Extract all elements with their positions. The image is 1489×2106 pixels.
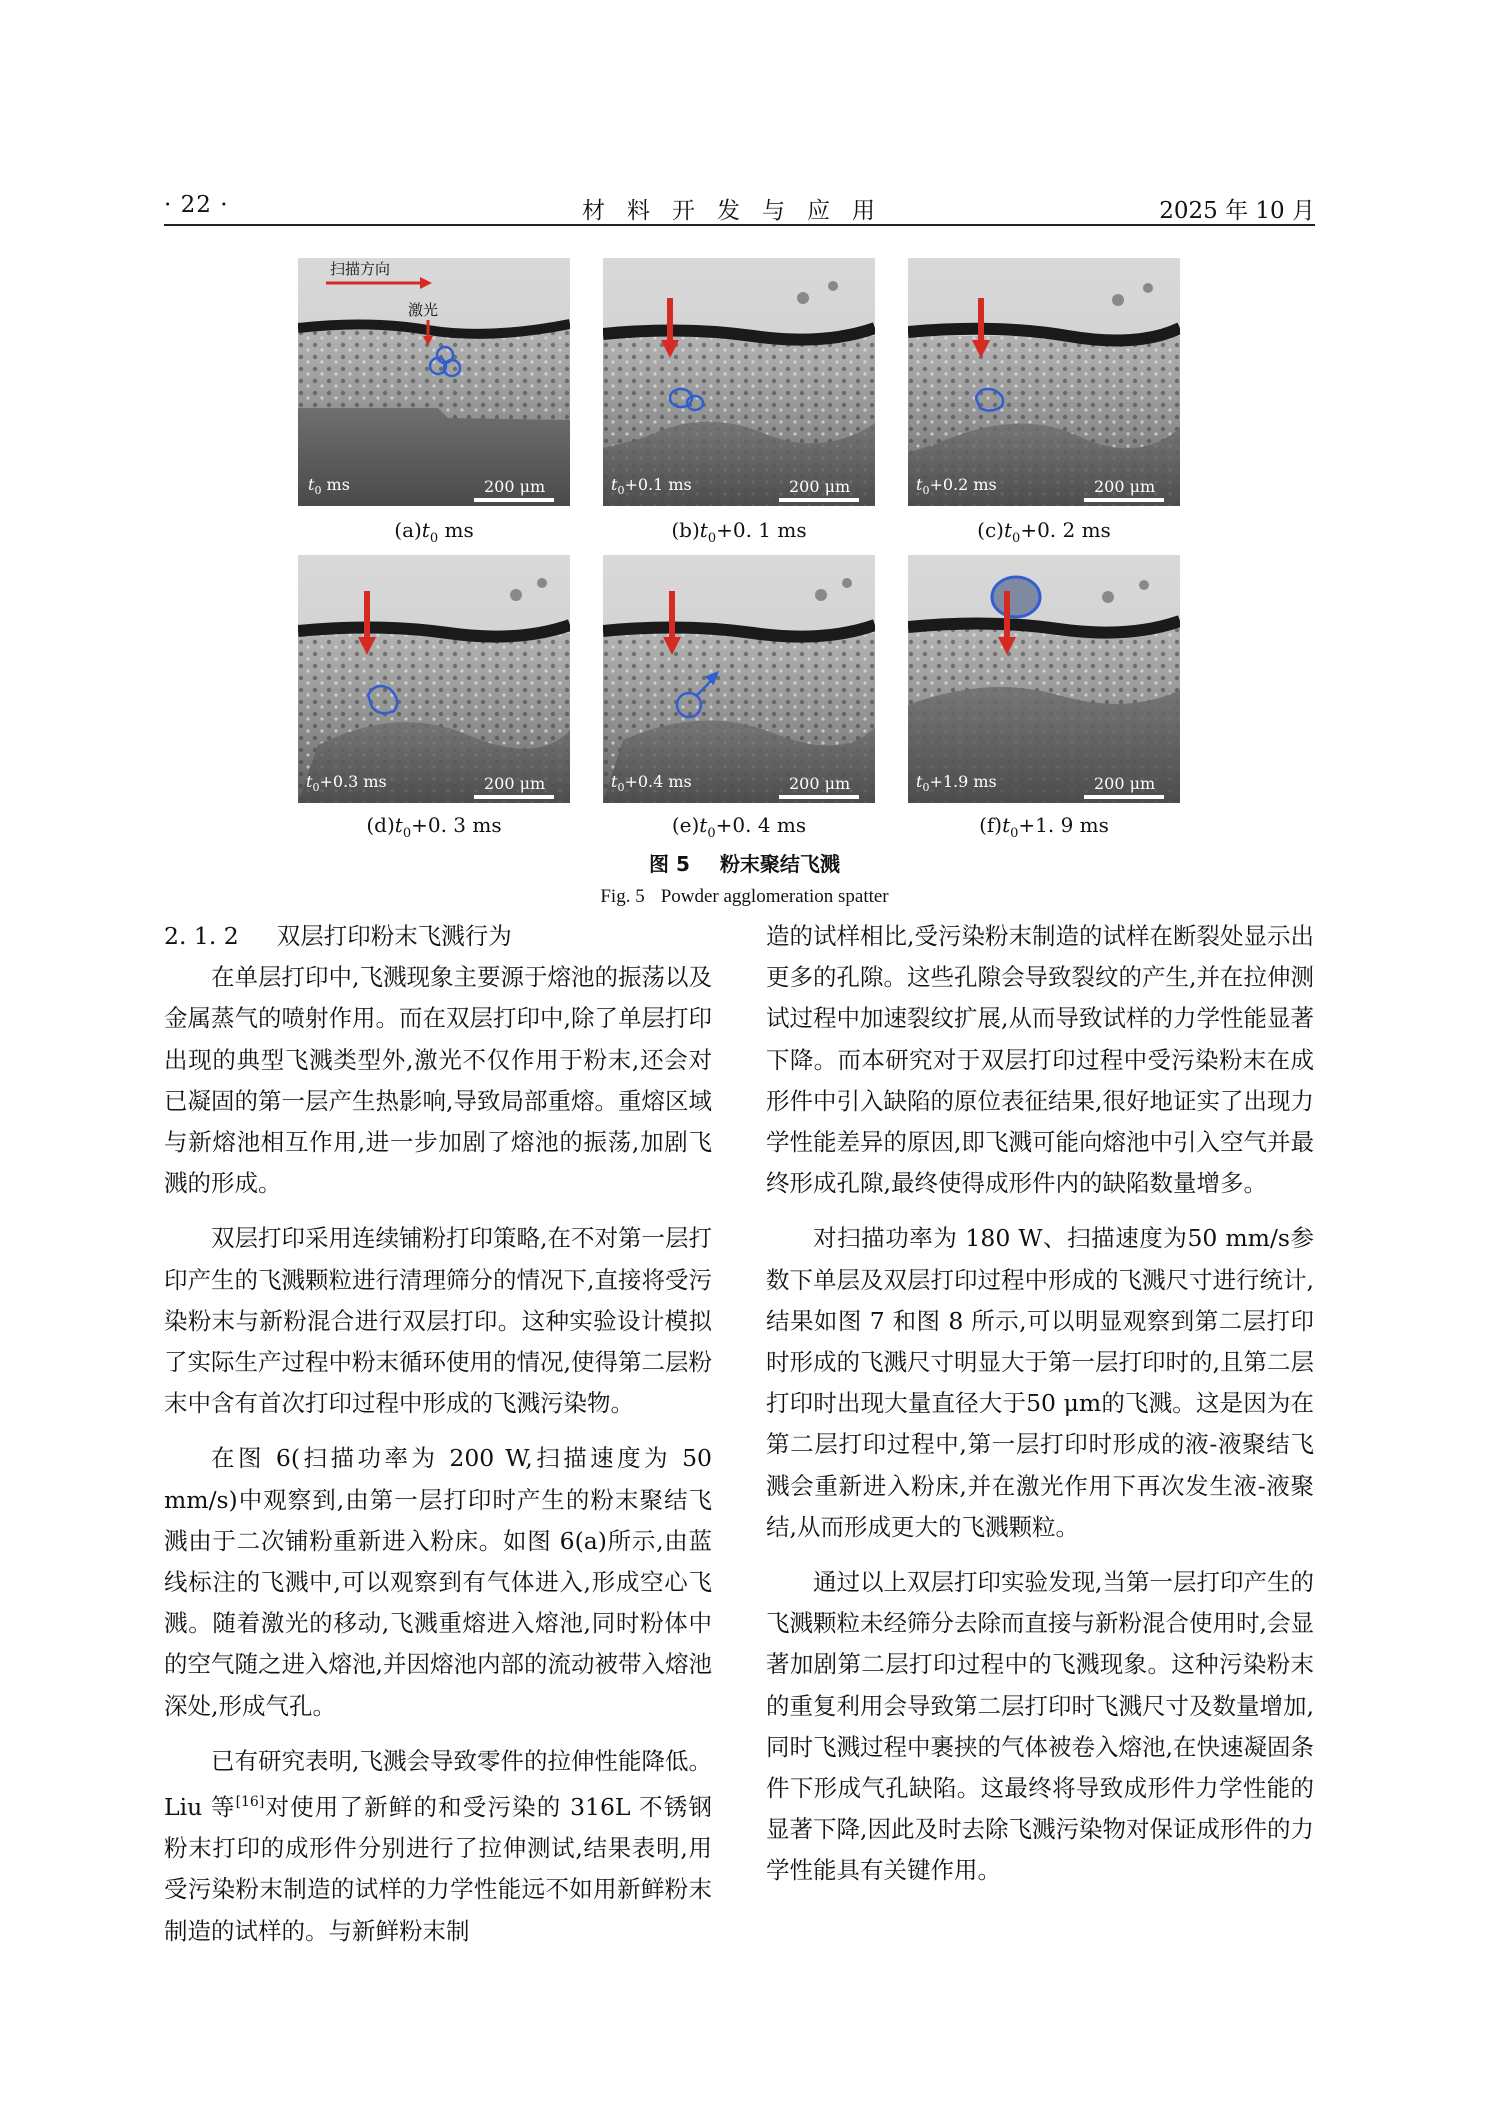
page-number: · 22 · <box>164 192 229 218</box>
paragraph: 对扫描功率为 180 W、扫描速度为50 mm/s参数下单层及双层打印过程中形成的飞溅尺寸进行统计,结果如图 7 和图 8 所示,可以明显观察到第二层打印时形成的飞溅尺寸明显大于第一层打印时的,且第二层打印时出现大量直径大于50 μm的飞溅。这是因为在第二层打印过程中,第一层打印时形成的液-液聚结飞溅会重新进入粉床,并在激光作用下再次发生液-液聚结,从而形成更大的飞溅颗粒。 <box>766 1224 1314 1541</box>
paragraph: 已有研究表明,飞溅会导致零件的拉伸性能降低。Liu 等[16]对使用了新鲜的和受污染的 316L 不锈钢粉末打印的成形件分别进行了拉伸测试,结果表明,用受污染粉末制造的试样的力学性能远不如用新鲜粉末制造的试样的。与新鲜粉末制 <box>164 1746 712 1945</box>
time-stamp: $t_0+0.4$ ms <box>611 772 692 794</box>
citation[interactable]: [16] <box>235 1794 265 1811</box>
caption-d: $(d)t_0+0$. 3 ms <box>366 813 502 841</box>
figure-panel-f <box>908 555 1180 803</box>
paragraph: 造的试样相比,受污染粉末制造的试样在断裂处显示出更多的孔隙。这些孔隙会导致裂纹的产生,并在拉伸测试过程中加速裂纹扩展,从而导致试样的力学性能显著下降。而本研究对于双层打印过程中受污染粉末在成形件中引入缺陷的原位表征结果,很好地证实了出现力学性能差异的原因,即飞溅可能向熔池中引入空气并最终形成孔隙,最终使得成形件内的缺陷数量增多。 <box>766 922 1314 1198</box>
scale-bar-label: 200 μm <box>1094 774 1156 793</box>
spatter-marker <box>992 577 1040 617</box>
scale-bar-label: 200 μm <box>484 477 546 496</box>
issue-date: 2025 年 10 月 <box>1159 198 1315 224</box>
scan-direction-label: 扫描方向 <box>330 260 391 278</box>
caption-b: $(b)t_0+0$. 1 ms <box>671 518 807 546</box>
scale-bar-label: 200 μm <box>789 477 851 496</box>
scale-bar-label: 200 μm <box>1094 477 1156 496</box>
time-stamp: $t_0+1.9$ ms <box>916 772 997 794</box>
paragraph: 在图 6(扫描功率为 200 W,扫描速度为 50 mm/s)中观察到,由第一层打印时产生的粉末聚结飞溅由于二次铺粉重新进入粉床。如图 6(a)所示,由蓝线标注的飞溅中,可以观察到有气体进入,形成空心飞溅。随着激光的移动,飞溅重熔进入熔池,同时粉体中的空气随之进入熔池,并因熔池内部的流动被带入熔池深处,形成气孔。 <box>164 1444 712 1720</box>
left-column <box>164 916 712 1952</box>
laser-label: 激光 <box>408 301 439 319</box>
figure-panel-e <box>603 555 875 803</box>
paragraph: 双层打印采用连续铺粉打印策略,在不对第一层打印产生的飞溅颗粒进行清理筛分的情况下,直接将受污染粉末与新粉混合进行双层打印。这种实验设计模拟了实际生产过程中粉末循环使用的情况,使得第二层粉末中含有首次打印过程中形成的飞溅污染物。 <box>164 1224 712 1418</box>
running-header <box>164 190 1315 226</box>
section-heading: 2. 1. 2 双层打印粉末飞溅行为 <box>164 922 512 950</box>
time-stamp: $t_0+0.3$ ms <box>306 772 387 794</box>
figure-panel-b <box>603 258 875 506</box>
caption-c: $(c)t_0+0$. 2 ms <box>977 518 1111 546</box>
time-stamp: $t_0$ ms <box>308 475 350 497</box>
right-column <box>766 916 1314 1892</box>
scale-bar-label: 200 μm <box>789 774 851 793</box>
time-stamp: $t_0+0.2$ ms <box>916 475 997 497</box>
journal-title: 材料开发与应用 <box>582 198 897 224</box>
paragraph: 在单层打印中,飞溅现象主要源于熔池的振荡以及金属蒸气的喷射作用。而在双层打印中,除了单层打印出现的典型飞溅类型外,激光不仅作用于粉末,还会对已凝固的第一层产生热影响,导致局部重熔。重熔区域与新熔池相互作用,进一步加剧了熔池的振荡,加剧飞溅的形成。 <box>164 963 712 1198</box>
figure-panel-a <box>298 258 570 506</box>
time-stamp: $t_0+0.1$ ms <box>611 475 692 497</box>
figure-title-en: Fig. 5 Powder agglomeration spatter <box>600 886 889 907</box>
figure-panel-c <box>908 258 1180 506</box>
scale-bar-label: 200 μm <box>484 774 546 793</box>
caption-a: $(a)t_0$ ms <box>394 518 474 546</box>
figure-panel-d <box>298 555 570 803</box>
caption-e: $(e)t_0+0$. 4 ms <box>671 813 807 841</box>
paragraph: 通过以上双层打印实验发现,当第一层打印产生的飞溅颗粒未经筛分去除而直接与新粉混合使用时,会显著加剧第二层打印过程中的飞溅现象。这种污染粉末的重复利用会导致第二层打印时飞溅尺寸及数量增加,同时飞溅过程中裹挟的气体被卷入熔池,在快速凝固条件下形成气孔缺陷。这最终将导致成形件力学性能的显著下降,因此及时去除飞溅污染物对保证成形件的力学性能具有关键作用。 <box>766 1568 1314 1885</box>
figure-title-cn: 图 5 粉末聚结飞溅 <box>649 852 840 876</box>
caption-f: $(f)t_0+1$. 9 ms <box>979 813 1109 841</box>
